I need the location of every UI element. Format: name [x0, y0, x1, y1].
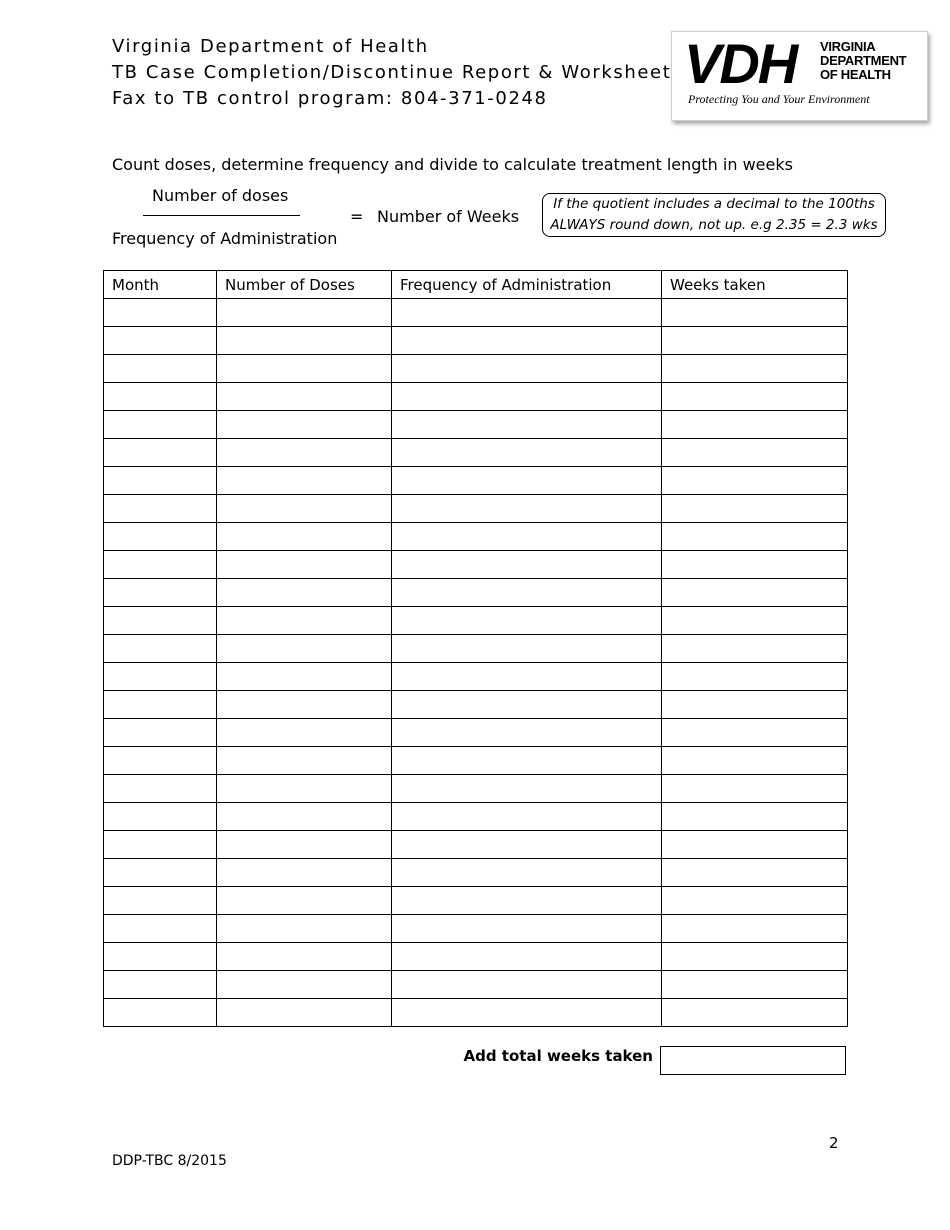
- frequency-cell[interactable]: [392, 635, 662, 663]
- table-header-row: [104, 271, 848, 299]
- header-frequency: Frequency of Administration: [392, 271, 662, 299]
- weeks-cell[interactable]: [662, 691, 848, 719]
- doses-cell[interactable]: [217, 467, 392, 495]
- frequency-cell[interactable]: [392, 551, 662, 579]
- frequency-cell[interactable]: [392, 887, 662, 915]
- table-row: [104, 439, 848, 467]
- table-row: [104, 579, 848, 607]
- table-row: [104, 495, 848, 523]
- table-row: [104, 551, 848, 579]
- doses-cell[interactable]: [217, 719, 392, 747]
- month-cell[interactable]: [104, 579, 217, 607]
- weeks-cell[interactable]: [662, 495, 848, 523]
- weeks-cell[interactable]: [662, 299, 848, 327]
- total-weeks-field[interactable]: [660, 1046, 846, 1075]
- doses-cell[interactable]: [217, 495, 392, 523]
- header-line-1: Virginia Department of Health: [112, 36, 429, 57]
- frequency-cell[interactable]: [392, 355, 662, 383]
- month-cell[interactable]: [104, 299, 217, 327]
- table-row: [104, 747, 848, 775]
- table-row: [104, 635, 848, 663]
- doses-cell[interactable]: [217, 439, 392, 467]
- total-weeks-label: Add total weeks taken: [463, 1047, 653, 1065]
- fraction-bar: [143, 215, 300, 216]
- table-row: [104, 327, 848, 355]
- vdh-logo: [671, 31, 928, 121]
- table-row: [104, 467, 848, 495]
- frequency-cell[interactable]: [392, 383, 662, 411]
- month-cell[interactable]: [104, 747, 217, 775]
- header-month: Month: [104, 271, 217, 299]
- frequency-cell[interactable]: [392, 495, 662, 523]
- page-number: 2: [829, 1134, 839, 1152]
- frequency-cell[interactable]: [392, 971, 662, 999]
- header-number-of-doses: Number of Doses: [217, 271, 392, 299]
- doses-cell[interactable]: [217, 355, 392, 383]
- doses-cell[interactable]: [217, 971, 392, 999]
- month-cell[interactable]: [104, 775, 217, 803]
- weeks-cell[interactable]: [662, 999, 848, 1027]
- weeks-cell[interactable]: [662, 775, 848, 803]
- doses-cell[interactable]: [217, 887, 392, 915]
- doses-cell[interactable]: [217, 663, 392, 691]
- table-row: [104, 719, 848, 747]
- logo-org-line-1: VIRGINIA: [820, 39, 876, 54]
- instructions-intro: Count doses, determine frequency and divide to calculate treatment length in weeks: [112, 155, 793, 174]
- frequency-cell[interactable]: [392, 719, 662, 747]
- month-cell[interactable]: [104, 971, 217, 999]
- weeks-cell[interactable]: [662, 663, 848, 691]
- frequency-cell[interactable]: [392, 747, 662, 775]
- table-row: [104, 355, 848, 383]
- weeks-cell[interactable]: [662, 607, 848, 635]
- weeks-cell[interactable]: [662, 943, 848, 971]
- doses-cell[interactable]: [217, 691, 392, 719]
- weeks-cell[interactable]: [662, 355, 848, 383]
- month-cell[interactable]: [104, 467, 217, 495]
- month-cell[interactable]: [104, 327, 217, 355]
- frequency-cell[interactable]: [392, 859, 662, 887]
- month-cell[interactable]: [104, 691, 217, 719]
- formula-result: Number of Weeks: [377, 207, 520, 226]
- table-row: [104, 887, 848, 915]
- table-row: [104, 831, 848, 859]
- weeks-cell[interactable]: [662, 467, 848, 495]
- table-row: [104, 691, 848, 719]
- weeks-cell[interactable]: [662, 803, 848, 831]
- header-line-2: TB Case Completion/Discontinue Report & Worksheet: [112, 62, 672, 83]
- month-cell[interactable]: [104, 943, 217, 971]
- month-cell[interactable]: [104, 551, 217, 579]
- table-row: [104, 299, 848, 327]
- rounding-note-line-2: ALWAYS round down, not up. e.g 2.35 = 2.3 wks: [550, 217, 878, 233]
- weeks-cell[interactable]: [662, 551, 848, 579]
- month-cell[interactable]: [104, 607, 217, 635]
- month-cell[interactable]: [104, 831, 217, 859]
- doses-cell[interactable]: [217, 635, 392, 663]
- month-cell[interactable]: [104, 859, 217, 887]
- frequency-cell[interactable]: [392, 999, 662, 1027]
- table-row: [104, 859, 848, 887]
- doses-cell[interactable]: [217, 999, 392, 1027]
- rounding-note-line-1: If the quotient includes a decimal to the 100ths: [553, 196, 875, 212]
- header-line-3: Fax to TB control program: 804-371-0248: [112, 88, 548, 109]
- frequency-cell[interactable]: [392, 411, 662, 439]
- frequency-cell[interactable]: [392, 915, 662, 943]
- month-cell[interactable]: [104, 411, 217, 439]
- month-cell[interactable]: [104, 803, 217, 831]
- table-row: [104, 803, 848, 831]
- weeks-cell[interactable]: [662, 719, 848, 747]
- weeks-cell[interactable]: [662, 915, 848, 943]
- logo-mark: VDH: [684, 32, 797, 95]
- doses-cell[interactable]: [217, 523, 392, 551]
- frequency-cell[interactable]: [392, 327, 662, 355]
- doses-cell[interactable]: [217, 775, 392, 803]
- doses-cell[interactable]: [217, 579, 392, 607]
- weeks-cell[interactable]: [662, 859, 848, 887]
- weeks-cell[interactable]: [662, 579, 848, 607]
- table-row: [104, 971, 848, 999]
- formula-equals: =: [350, 207, 364, 226]
- table-row: [104, 607, 848, 635]
- frequency-cell[interactable]: [392, 299, 662, 327]
- doses-cell[interactable]: [217, 859, 392, 887]
- doses-cell[interactable]: [217, 383, 392, 411]
- frequency-cell[interactable]: [392, 467, 662, 495]
- frequency-cell[interactable]: [392, 663, 662, 691]
- table-row: [104, 523, 848, 551]
- formula-denominator: Frequency of Administration: [112, 229, 338, 248]
- month-cell[interactable]: [104, 383, 217, 411]
- weeks-cell[interactable]: [662, 327, 848, 355]
- doses-cell[interactable]: [217, 327, 392, 355]
- dose-worksheet-table: [103, 270, 848, 1027]
- weeks-cell[interactable]: [662, 411, 848, 439]
- doses-cell[interactable]: [217, 299, 392, 327]
- frequency-cell[interactable]: [392, 691, 662, 719]
- table-row: [104, 915, 848, 943]
- month-cell[interactable]: [104, 915, 217, 943]
- logo-org-name: [820, 40, 906, 82]
- doses-cell[interactable]: [217, 803, 392, 831]
- doses-cell[interactable]: [217, 943, 392, 971]
- doses-cell[interactable]: [217, 831, 392, 859]
- header-weeks-taken: Weeks taken: [662, 271, 848, 299]
- frequency-cell[interactable]: [392, 775, 662, 803]
- formula-numerator: Number of doses: [152, 186, 289, 205]
- table-row: [104, 999, 848, 1027]
- form-code: DDP-TBC 8/2015: [112, 1153, 227, 1169]
- table-row: [104, 383, 848, 411]
- weeks-cell[interactable]: [662, 747, 848, 775]
- weeks-cell[interactable]: [662, 971, 848, 999]
- frequency-cell[interactable]: [392, 831, 662, 859]
- month-cell[interactable]: [104, 635, 217, 663]
- doses-cell[interactable]: [217, 607, 392, 635]
- table-row: [104, 411, 848, 439]
- doses-cell[interactable]: [217, 411, 392, 439]
- month-cell[interactable]: [104, 663, 217, 691]
- doses-cell[interactable]: [217, 915, 392, 943]
- frequency-cell[interactable]: [392, 803, 662, 831]
- logo-org-line-3: OF HEALTH: [820, 67, 891, 82]
- table-row: [104, 943, 848, 971]
- weeks-cell[interactable]: [662, 439, 848, 467]
- weeks-cell[interactable]: [662, 831, 848, 859]
- logo-org-line-2: DEPARTMENT: [820, 53, 907, 68]
- frequency-cell[interactable]: [392, 523, 662, 551]
- month-cell[interactable]: [104, 999, 217, 1027]
- logo-tagline: Protecting You and Your Environment: [688, 92, 870, 106]
- frequency-cell[interactable]: [392, 439, 662, 467]
- frequency-cell[interactable]: [392, 607, 662, 635]
- frequency-cell[interactable]: [392, 579, 662, 607]
- table-row: [104, 663, 848, 691]
- doses-cell[interactable]: [217, 747, 392, 775]
- month-cell[interactable]: [104, 523, 217, 551]
- weeks-cell[interactable]: [662, 887, 848, 915]
- month-cell[interactable]: [104, 495, 217, 523]
- rounding-note: [542, 193, 886, 237]
- weeks-cell[interactable]: [662, 635, 848, 663]
- weeks-cell[interactable]: [662, 383, 848, 411]
- doses-cell[interactable]: [217, 551, 392, 579]
- month-cell[interactable]: [104, 439, 217, 467]
- frequency-cell[interactable]: [392, 943, 662, 971]
- month-cell[interactable]: [104, 355, 217, 383]
- weeks-cell[interactable]: [662, 523, 848, 551]
- month-cell[interactable]: [104, 887, 217, 915]
- table-row: [104, 775, 848, 803]
- month-cell[interactable]: [104, 719, 217, 747]
